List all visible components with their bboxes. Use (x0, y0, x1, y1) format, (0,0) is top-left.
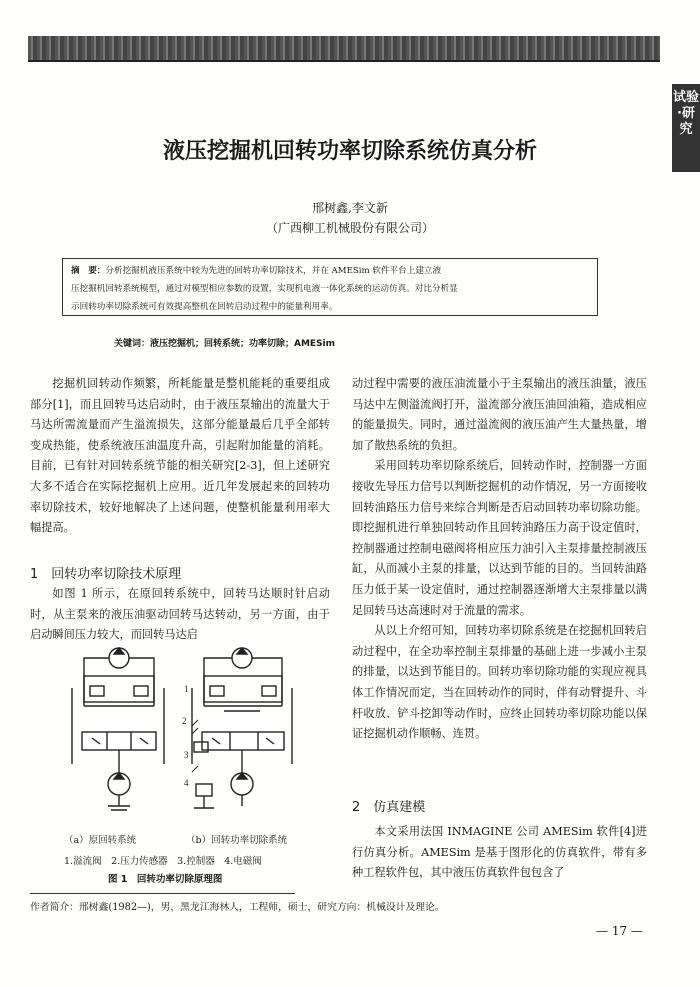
figure-1-diagram (64, 646, 326, 822)
callout-4: 4 (184, 778, 189, 788)
authors: 邢树鑫,李文新 (312, 201, 388, 215)
section-heading-2: 2 仿真建模 (352, 800, 426, 815)
abstract-line-1: 摘 要：分析挖掘机液压系统中较为先进的回转功率切除技术，并在 AMESim 软件平台上建立液 (71, 266, 442, 276)
figure-caption-a: （a）原回转系统 (64, 835, 137, 846)
right-paragraph-2: 采用回转功率切除系统后，回转动作时，控制器一方面接收先导压力信号以判断挖掘机的动作情况，另一方面接收回转油路压力信号来综合判断是否启动回转功率切除功能。即挖掘机进行单独回转动作且回转油路压力高于设定值时，控制器通过控制电磁阀将相应压力油引入主泵排量控制液压缸，从而减小主泵的排量，以达到节能的目的。当回转油路压力低于某一设定值时，通过控制器逐渐增大主泵排量以满足回转马达高速时对于流量的需求。 (352, 459, 647, 617)
left-column (30, 374, 330, 539)
callout-2: 2 (182, 716, 187, 726)
right-column (352, 374, 647, 745)
callout-3: 3 (184, 750, 189, 760)
abstract-label: 摘 要： (71, 266, 106, 276)
figure-caption-b: （b）回转功率切除系统 (186, 835, 288, 846)
abstract-line-2: 压挖掘机回转系统模型，通过对模型相应参数的设置，实现机电液一体化系统的运动仿真。对比分析显 (71, 284, 458, 294)
abstract-line-3: 示回转功率切除系统可有效提高整机在回转启动过程中的能量利用率。 (71, 302, 338, 312)
paper-title: 液压挖掘机回转功率切除系统仿真分析 (162, 139, 537, 164)
principle-paragraph: 如图 1 所示，在原回转系统中，回转马达顺时针启动时，从主泵来的液压油驱动回转马达转动，另一方面，由于启动瞬间压力较大，而回转马达启 (30, 587, 330, 642)
principle-paragraph-container (30, 584, 330, 646)
intro-paragraph: 挖掘机回转动作频繁，所耗能量是整机能耗的重要组成部分[1]，而且回转马达启动时，由于液压泵输出的流量大于马达所需流量而产生溢流损失，这部分能量最后几乎全部转变成热能，使系统液压油温度升高，引起附加能量的消耗。目前，已有针对回转系统节能的相关研究[2-3]，但上述研究大多不适合在实际挖掘机上应用。近几年发展起来的回转功率切除技术，较好地解决了上述问题，使整机能量利用率大幅提高。 (30, 377, 330, 535)
callout-1: 1 (184, 684, 189, 694)
solenoid-valve (196, 784, 212, 796)
section-heading-1: 1 回转功率切除技术原理 (30, 567, 182, 582)
page-number: — 17 — (596, 924, 643, 938)
keywords: 关键词：液压挖掘机；回转系统；功率切除；AMESim (114, 339, 336, 349)
abstract-box (62, 258, 598, 316)
affiliation: （广西柳工机械股份有限公司） (265, 221, 434, 235)
right-paragraph-3: 从以上介绍可知，回转功率切除系统是在挖掘机回转启动过程中，在全功率控制主泵排量的基础上进一步减小主泵的排量，以达到节能目的。回转功率切除功能的实现应视具体工作情况而定，当在回转动作的同时，伴有动臂提升、斗杆收放、铲斗挖卸等动作时，应终止回转功率切除功能以保证挖掘机动作顺畅、连贯。 (352, 624, 647, 741)
modeling-paragraph: 本文采用法国 INMAGINE 公司 AMESim 软件[4]进行仿真分析。AMESim 是基于图形化的仿真软件，带有多种工程软件包，其中液压仿真软件包包含了 (352, 825, 647, 880)
figure-legend: 1.溢流阀 2.压力传感器 3.控制器 4.电磁阀 (64, 856, 262, 867)
footnote-divider (30, 893, 295, 894)
author-footnote: 作者简介：邢树鑫(1982—)，男，黑龙江海林人，工程师，硕士，研究方向：机械设计及理论。 (30, 902, 445, 913)
header-banner (28, 36, 660, 62)
figure-title: 图 1 回转功率切除原理图 (108, 874, 223, 885)
section-tab: 试验·研究 (672, 84, 700, 172)
modeling-paragraph-container (352, 822, 647, 884)
right-paragraph-1: 动过程中需要的液压油流量小于主泵输出的液压油量，液压马达中左侧溢流阀打开，溢流部分液压油回油箱，造成相应的能量损失。同时，通过溢流阀的液压油产生大量热量，增加了散热系统的负担。 (352, 377, 647, 452)
